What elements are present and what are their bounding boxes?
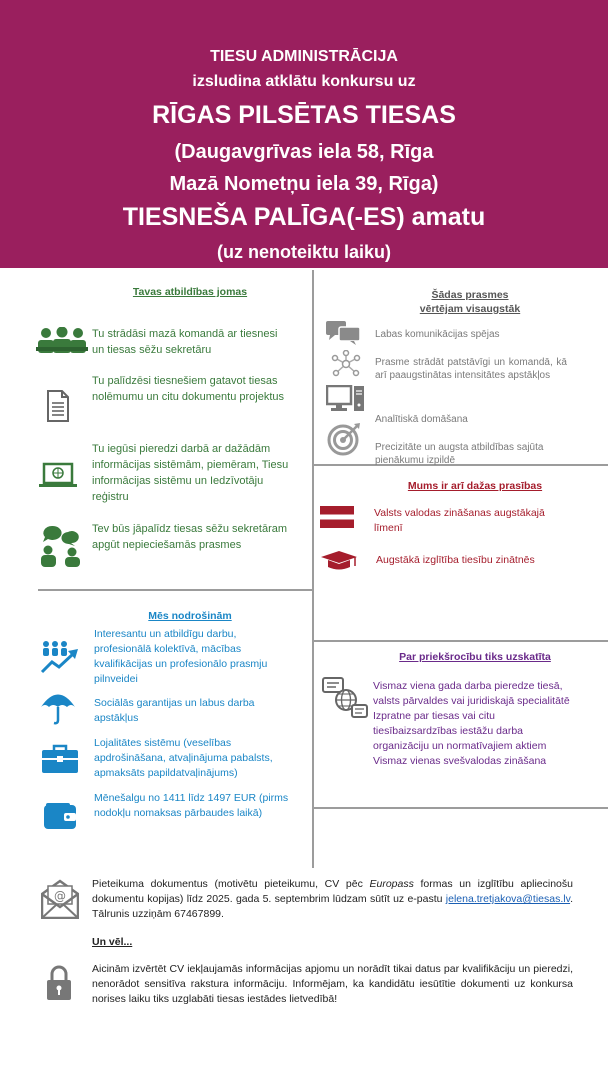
more-text: Aicinām izvērtēt CV iekļaujamās informācijas apjomu un norādīt tikai datus par kvalifikāciju un pieredzi, nenorādot sensitīva rakstura informāciju. Informējam, ka kandidātu iesūtītie dokumenti uz konkursa norises laiku tiks uzglabāti tiesas iestādes lietvedībā! [92,963,573,1005]
advantage-1: Vismaz viena gada darba pieredze tiesā, valsts pārvaldes vai juridiskajā specialitātē [373,680,570,707]
latvian-flag-icon [320,506,354,528]
responsibility-4: Tev būs jāpalīdz tiesas sēžu sekretāram apgūt nepieciešamās prasmes [92,523,288,551]
application-text [92,877,573,922]
advantage-2: Izpratne par tiesas vai citu tiesībaizsardzības iestāžu darba organizāciju un normatīvajiem aktiem [373,710,547,752]
umbrella-icon [40,690,76,726]
europass-label: Europass [369,878,414,890]
laptop-icon [38,462,78,490]
email-icon [41,879,79,919]
growth-icon [40,640,80,674]
skills-title-line1: Šādas prasmes [431,289,509,301]
requirement-2: Augstākā izglītība tiesību zinātnēs [376,554,535,566]
responsibilities-title: Tavas atbildības jomas [132,286,248,298]
offer-title: Mēs nodrošinām [148,610,232,622]
email-link[interactable]: jelena.tretjakova@tiesas.lv [445,893,571,905]
requirements-title: Mums ir arī dažas prasības [407,480,543,492]
skills-title-line2: vērtējam visaugstāk [419,303,521,315]
left-divider [38,589,312,591]
header-address-2: Mazā Nometņu iela 39, Rīga) [169,173,439,195]
offer-1: Interesantu un atbildīgu darbu, profesionālā kolektīvā, mācības kvalifikācijas un profesionālo prasmju pilnveidei [94,628,268,685]
briefcase-icon [41,744,79,774]
right-divider-3 [312,807,608,809]
more-title: Un vēl... [92,936,133,948]
svg-text:@: @ [54,889,66,903]
header-organization: TIESU ADMINISTRĀCIJA [210,48,398,65]
application-text-1: Pieteikuma dokumentus (motivētu pieteikumu, CV pēc [92,878,370,890]
vertical-divider [312,270,314,868]
responsibility-2: Tu palīdzēsi tiesnešiem gatavot tiesas nolēmumu un citu dokumentu projektus [92,375,284,403]
header-term: (uz nenoteiktu laiku) [216,242,391,262]
advantage-list [373,679,573,769]
responsibility-3: Tu iegūsi pieredzi darbā ar dažādām informācijas sistēmām, piemēram, Tiesu informācijas sistēmu un Iedzīvotāju reģistru [92,443,289,503]
skills-title [380,288,560,316]
team-icon [36,327,88,355]
advantage-3: Vismaz vienas svešvalodas zināšana [373,755,547,767]
skill-2: Prasme strādāt patstāvīgi un komandā, kā arī paaugstinātas intensitātes apstākļos [375,357,567,381]
header-court-name: RĪGAS PILSĒTAS TIESAS [152,101,456,129]
wallet-icon [43,802,77,830]
application-text-2: formas un izglītību apliecinošu dokumentu kopijas) līdz 2025. gada 5. septembrim lūdzam sūtīt uz e-pastu [92,878,573,905]
responsibility-1: Tu strādāsi mazā komandā ar tiesnesi un tiesas sēžu sekretāru [92,328,278,356]
offer-4: Mēnešalgu no 1411 līdz 1497 EUR (pirms nodokļu nomaksas pārbaudes laikā) [94,792,289,819]
header-announcement: izsludina atklātu konkursu uz [192,73,416,90]
graduation-cap-icon [320,550,358,572]
header-banner [0,0,608,268]
document-icon [46,390,70,422]
application-text-3: . Tālrunis uzziņām 67467899. [92,893,573,920]
chat-icon [325,320,361,346]
skill-4: Precizitāte un augsta atbildības sajūta pienākumu izpildē [375,442,544,466]
network-icon [331,350,361,378]
web-documents-icon [322,677,368,719]
computer-icon [326,385,366,413]
mentoring-icon [38,524,82,568]
lock-icon [46,965,72,1001]
header-position: TIESNEŠA PALĪGA(-ES) amatu [122,203,486,231]
advantage-title: Par priekšrocību tiks uzskatīta [399,651,551,663]
skill-1: Labas komunikācijas spējas [375,329,500,340]
right-divider-2 [312,640,608,642]
target-icon [327,422,361,456]
offer-2: Sociālās garantijas un labus darba apstākļus [94,697,255,724]
offer-3: Lojalitātes sistēmu (veselības apdrošināšana, atvaļinājuma pabalsts, apmaksāts papildatvaļinājums) [94,737,273,779]
header-address-1: (Daugavgrīvas iela 58, Rīga [174,141,434,163]
requirement-1: Valsts valodas zināšanas augstākajā līmenī [374,507,545,534]
skill-3: Analītiskā domāšana [375,414,468,425]
